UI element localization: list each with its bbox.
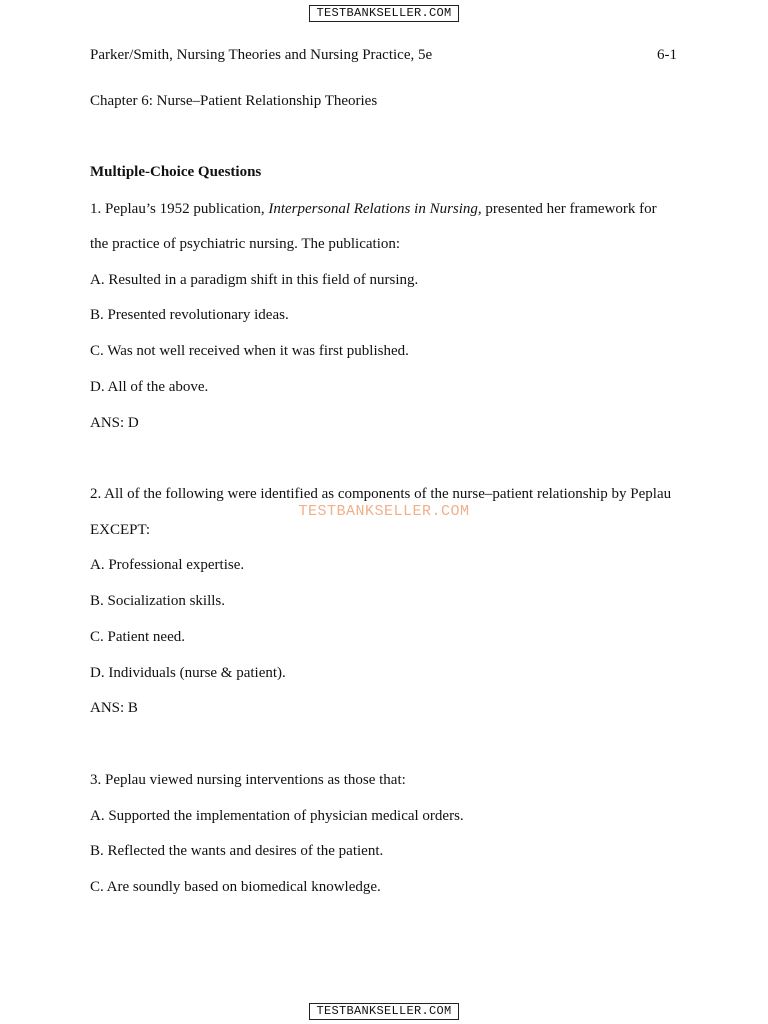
question-2-answer: ANS: B: [90, 700, 138, 716]
watermark-top: TESTBANKSELLER.COM: [309, 5, 459, 22]
question-3-line-1: 3. Peplau viewed nursing interventions as those that:: [90, 772, 406, 788]
header-book-title: Parker/Smith, Nursing Theories and Nursing Practice, 5e: [90, 47, 433, 63]
watermark-bottom: TESTBANKSELLER.COM: [309, 1003, 459, 1020]
question-1-suffix: presented her framework for: [481, 201, 657, 217]
question-1-line-1: [90, 200, 657, 218]
question-2-line-1: 2. All of the following were identified as components of the nurse–patient relationship by Peplau: [90, 486, 672, 502]
question-1-prefix: 1. Peplau’s 1952 publication,: [90, 201, 269, 217]
question-1-option-d: D. All of the above.: [90, 379, 209, 395]
watermark-center: TESTBANKSELLER.COM: [298, 503, 470, 520]
section-heading: Multiple-Choice Questions: [90, 164, 262, 180]
question-3-option-c: C. Are soundly based on biomedical knowledge.: [90, 879, 381, 895]
question-3-option-a: A. Supported the implementation of physician medical orders.: [90, 808, 464, 824]
chapter-title: Chapter 6: Nurse–Patient Relationship Theories: [90, 93, 378, 109]
question-1-answer: ANS: D: [90, 415, 139, 431]
question-2-line-2: EXCEPT:: [90, 522, 151, 538]
question-2-option-b: B. Socialization skills.: [90, 593, 225, 609]
page-number: 6-1: [657, 47, 677, 63]
question-1-option-c: C. Was not well received when it was first published.: [90, 343, 409, 359]
question-1-option-b: B. Presented revolutionary ideas.: [90, 307, 289, 323]
question-2-option-a: A. Professional expertise.: [90, 557, 245, 573]
question-2-option-c: C. Patient need.: [90, 629, 185, 645]
question-1-line-2: the practice of psychiatric nursing. The publication:: [90, 236, 401, 252]
question-2-option-d: D. Individuals (nurse & patient).: [90, 665, 286, 681]
question-3-option-b: B. Reflected the wants and desires of the patient.: [90, 843, 384, 859]
question-1-book-title: Interpersonal Relations in Nursing,: [268, 201, 482, 217]
question-1-option-a: A. Resulted in a paradigm shift in this field of nursing.: [90, 272, 419, 288]
